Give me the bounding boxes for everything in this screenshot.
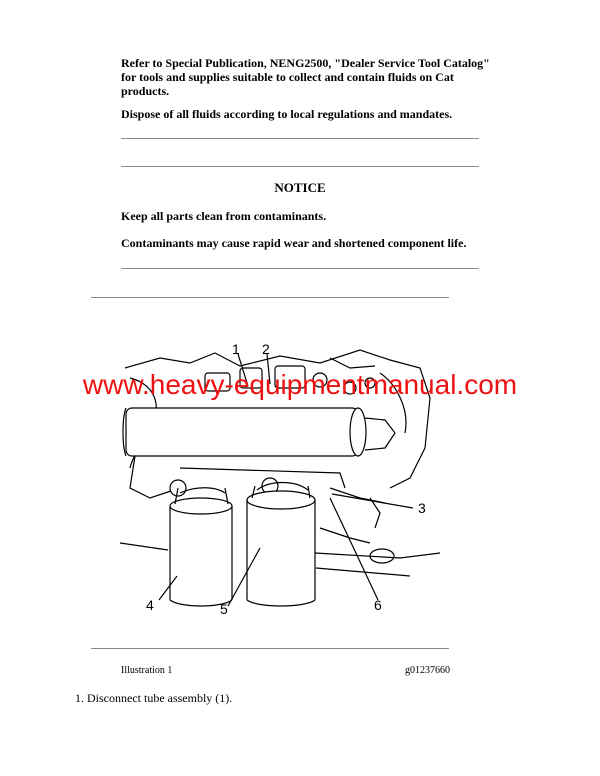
divider (91, 648, 449, 649)
callout-6: 6 (374, 597, 382, 613)
divider (121, 166, 479, 167)
callout-4: 4 (146, 597, 154, 613)
callout-5: 5 (220, 601, 228, 617)
divider (121, 268, 479, 269)
illustration-caption: Illustration 1 (121, 665, 173, 676)
notice-paragraph-1: Keep all parts clean from contaminants. (121, 209, 327, 223)
step-1: 1. Disconnect tube assembly (1). (75, 691, 233, 705)
callout-3: 3 (418, 500, 426, 516)
divider (91, 297, 449, 298)
notice-heading: NOTICE (274, 180, 326, 195)
caution-paragraph-2: Dispose of all fluids according to local regulations and mandates. (121, 107, 453, 121)
illustration-id: g01237660 (405, 665, 450, 676)
divider (121, 138, 479, 139)
callout-2: 2 (262, 341, 270, 357)
caution-paragraph-1: Refer to Special Publication, NENG2500, "Dealer Service Tool Catalog" for tools and supplies suitable to collect and contain fluids on Cat products. (121, 56, 490, 98)
notice-paragraph-2: Contaminants may cause rapid wear and shortened component life. (121, 236, 467, 250)
callout-1: 1 (232, 341, 240, 357)
watermark-text: www.heavy-equipmentmanual.com (82, 369, 518, 400)
